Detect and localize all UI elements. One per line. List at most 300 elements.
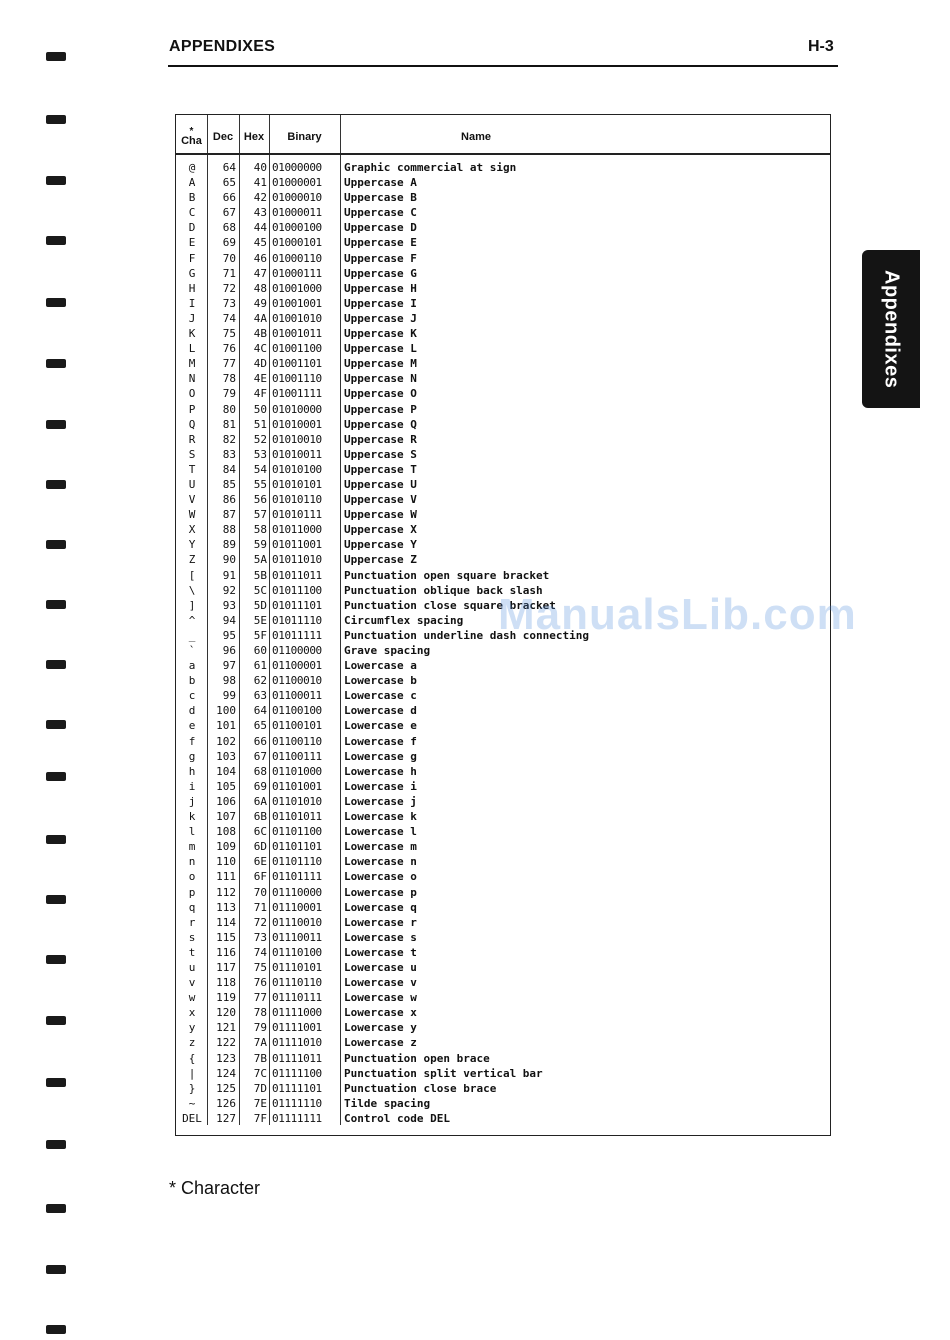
binding-hole [46,1265,66,1274]
char-cell: e [188,719,196,733]
char-cell: t [188,945,196,959]
binary-cell: 01001000 [272,281,322,295]
table-row [176,1005,830,1020]
binary-cell: 01101010 [272,794,322,808]
binary-cell: 01010101 [272,477,322,491]
table-row [176,175,830,190]
hex-cell: 42 [253,191,267,205]
dec-cell: 120 [216,1006,236,1020]
table-row [176,447,830,462]
binary-cell: 01110000 [272,885,322,899]
char-cell: r [188,915,196,929]
char-cell: ` [188,644,196,657]
char-cell: l [188,825,196,839]
hex-cell: 5E [253,613,267,627]
binary-cell: 01100110 [272,734,322,748]
name-cell: Uppercase T [344,462,417,476]
dec-cell: 77 [222,357,236,371]
name-cell: Lowercase v [344,976,417,990]
table-row [176,885,830,900]
binary-cell: 01010110 [272,493,322,507]
dec-cell: 71 [222,266,236,280]
table-row [176,764,830,779]
table-row [176,794,830,809]
hex-cell: 51 [253,417,267,431]
hex-cell: 56 [253,493,267,507]
column-header-name: Name [461,130,491,143]
binding-hole [46,1325,66,1334]
char-cell: q [188,900,196,914]
binary-cell: 01010011 [272,447,322,461]
hex-cell: 54 [253,462,267,476]
char-cell: z [188,1036,196,1050]
dec-cell: 100 [216,704,236,718]
hex-cell: 5D [253,598,267,612]
binary-cell: 01101011 [272,810,322,824]
table-row [176,311,830,326]
table-row [176,900,830,915]
name-cell: Uppercase W [344,508,417,522]
hex-cell: 4D [253,357,267,371]
binary-cell: 01100001 [272,659,322,673]
dec-cell: 104 [216,764,236,778]
binary-cell: 01101000 [272,764,322,778]
dec-cell: 126 [216,1096,236,1110]
hex-cell: 46 [253,251,267,265]
table-row [176,386,830,401]
dec-cell: 64 [222,161,236,174]
char-cell: j [188,794,196,808]
hex-cell: 74 [253,945,267,959]
char-cell: S [188,447,196,461]
dec-cell: 76 [222,342,236,356]
table-row [176,417,830,432]
binary-cell: 01000111 [272,266,322,280]
char-cell: D [188,221,196,235]
char-cell: Q [188,417,196,431]
name-cell: Punctuation close square bracket [344,598,556,612]
binding-hole [46,176,66,185]
binary-cell: 01111111 [272,1111,322,1125]
hex-cell: 79 [253,1021,267,1035]
binary-cell: 01011101 [272,598,322,612]
dec-cell: 99 [222,689,236,703]
char-cell: x [188,1006,196,1020]
table-row [176,251,830,266]
dec-cell: 86 [222,493,236,507]
dec-cell: 93 [222,598,236,612]
char-cell: @ [188,161,196,174]
char-cell: b [188,674,196,688]
name-cell: Lowercase g [344,749,417,763]
table-row [176,809,830,824]
hex-cell: 72 [253,915,267,929]
binary-cell: 01001010 [272,311,322,325]
column-header-binary: Binary [287,130,322,143]
table-row [176,432,830,447]
dec-cell: 91 [222,568,236,582]
hex-cell: 5A [253,553,267,567]
char-cell: s [188,930,196,944]
name-cell: Punctuation open brace [344,1051,490,1065]
table-row [176,1020,830,1035]
hex-cell: 6D [253,840,267,854]
char-cell: m [188,840,196,854]
character-footnote-marker: * [189,125,194,137]
table-row [176,492,830,507]
hex-cell: 6F [253,870,267,884]
name-cell: Uppercase J [344,311,417,325]
binding-hole [46,480,66,489]
hex-cell: 5F [253,628,267,642]
binary-cell: 01010010 [272,432,322,446]
table-row [176,960,830,975]
dec-cell: 69 [222,236,236,250]
dec-cell: 79 [222,387,236,401]
name-cell: Uppercase M [344,357,417,371]
dec-cell: 112 [216,885,236,899]
name-cell: Uppercase A [344,176,417,190]
binding-hole [46,1204,66,1213]
hex-cell: 7B [253,1051,267,1065]
table-row [176,1051,830,1066]
binary-cell: 01101100 [272,825,322,839]
binary-cell: 01110010 [272,915,322,929]
name-cell: Lowercase i [344,779,417,793]
hex-cell: 59 [253,538,267,552]
name-cell: Uppercase Y [344,538,417,552]
dec-cell: 119 [216,991,236,1005]
table-row [176,522,830,537]
name-cell: Uppercase G [344,266,417,280]
char-cell: L [188,342,196,356]
binary-cell: 01110001 [272,900,322,914]
binary-cell: 01111010 [272,1036,322,1050]
table-row [176,326,830,341]
hex-cell: 43 [253,206,267,220]
dec-cell: 113 [216,900,236,914]
binding-hole [46,52,66,61]
hex-cell: 53 [253,447,267,461]
char-cell: u [188,960,196,974]
binary-cell: 01010001 [272,417,322,431]
name-cell: Lowercase d [344,704,417,718]
binary-cell: 01110110 [272,976,322,990]
watermark: ManualsLib.com [498,590,857,639]
name-cell: Lowercase e [344,719,417,733]
dec-cell: 75 [222,327,236,341]
dec-cell: 96 [222,644,236,657]
name-cell: Tilde spacing [344,1096,431,1110]
hex-cell: 5C [253,583,267,597]
table-row [176,296,830,311]
hex-cell: 75 [253,960,267,974]
binding-hole [46,720,66,729]
hex-cell: 70 [253,885,267,899]
name-cell: Lowercase h [344,764,417,778]
table-row [176,869,830,884]
char-cell: V [188,493,196,507]
table-row [176,507,830,522]
column-header-hex: Hex [243,130,265,143]
name-cell: Punctuation open square bracket [344,568,550,582]
name-cell: Uppercase B [344,191,417,205]
binary-cell: 01101001 [272,779,322,793]
dec-cell: 67 [222,206,236,220]
binary-cell: 01000000 [272,161,322,174]
dec-cell: 73 [222,296,236,310]
dec-cell: 101 [216,719,236,733]
binding-hole [46,955,66,964]
name-cell: Uppercase O [344,387,417,401]
table-row [176,975,830,990]
binding-hole [46,359,66,368]
hex-cell: 40 [253,161,267,174]
table-row [176,915,830,930]
binding-hole [46,298,66,307]
char-cell: E [188,236,196,250]
char-cell: U [188,477,196,491]
name-cell: Lowercase x [344,1006,417,1020]
name-cell: Punctuation split vertical bar [344,1066,543,1080]
hex-cell: 71 [253,900,267,914]
hex-cell: 47 [253,266,267,280]
dec-cell: 89 [222,538,236,552]
name-cell: Lowercase m [344,840,417,854]
hex-cell: 64 [253,704,267,718]
binary-cell: 01100111 [272,749,322,763]
table-row [176,281,830,296]
hex-cell: 4B [253,327,267,341]
table-row [176,537,830,552]
name-cell: Uppercase Z [344,553,417,567]
char-cell: M [188,357,196,371]
char-cell: G [188,266,196,280]
hex-cell: 65 [253,719,267,733]
binary-cell: 01111100 [272,1066,322,1080]
column-header-char [176,122,207,152]
binary-cell: 01101110 [272,855,322,869]
binary-cell: 01100011 [272,689,322,703]
table-row [176,1096,830,1111]
char-cell: f [188,734,196,748]
table-row [176,779,830,794]
binary-cell: 01000011 [272,206,322,220]
name-cell: Punctuation close brace [344,1081,497,1095]
hex-cell: 6B [253,810,267,824]
char-cell: c [188,689,196,703]
binary-cell: 01110100 [272,945,322,959]
dec-cell: 97 [222,659,236,673]
char-cell: T [188,462,196,476]
table-row [176,658,830,673]
dec-cell: 116 [216,945,236,959]
hex-cell: 66 [253,734,267,748]
dec-cell: 106 [216,794,236,808]
dec-cell: 95 [222,628,236,642]
name-cell: Punctuation oblique back slash [344,583,543,597]
binary-cell: 01101101 [272,840,322,854]
hex-cell: 50 [253,402,267,416]
hex-cell: 7A [253,1036,267,1050]
binding-hole [46,600,66,609]
char-cell: R [188,432,196,446]
binding-hole [46,540,66,549]
hex-cell: 41 [253,176,267,190]
dec-cell: 114 [216,915,236,929]
char-cell: N [188,372,196,386]
dec-cell: 122 [216,1036,236,1050]
char-cell: B [188,191,196,205]
hex-cell: 61 [253,659,267,673]
binary-cell: 01000101 [272,236,322,250]
binary-cell: 01000010 [272,191,322,205]
name-cell: Circumflex spacing [344,613,464,627]
name-cell: Uppercase P [344,402,417,416]
hex-cell: 77 [253,991,267,1005]
char-cell: ^ [188,613,196,627]
char-cell: ] [188,598,196,612]
binary-cell: 01011011 [272,568,322,582]
name-cell: Uppercase H [344,281,417,295]
hex-cell: 6E [253,855,267,869]
dec-cell: 66 [222,191,236,205]
binding-hole [46,660,66,669]
binary-cell: 01111101 [272,1081,322,1095]
hex-cell: 60 [253,644,267,657]
dec-cell: 109 [216,840,236,854]
name-cell: Control code DEL [344,1111,450,1125]
hex-cell: 44 [253,221,267,235]
binary-cell: 01001110 [272,372,322,386]
char-cell: h [188,764,196,778]
char-cell: v [188,976,196,990]
dec-cell: 124 [216,1066,236,1080]
char-cell: | [188,1066,196,1080]
name-cell: Lowercase t [344,945,417,959]
table-row [176,341,830,356]
binary-cell: 01010111 [272,508,322,522]
side-tab-label: Appendixes [880,269,903,389]
name-cell: Uppercase L [344,342,417,356]
table-row [176,190,830,205]
dec-cell: 92 [222,583,236,597]
char-cell: H [188,281,196,295]
binary-cell: 01000001 [272,176,322,190]
binary-cell: 01000100 [272,221,322,235]
table-row [176,718,830,733]
char-cell: K [188,327,196,341]
name-cell: Lowercase j [344,794,417,808]
dec-cell: 105 [216,779,236,793]
name-cell: Lowercase l [344,825,417,839]
name-cell: Uppercase S [344,447,417,461]
hex-cell: 6A [253,794,267,808]
char-cell: [ [188,568,196,582]
table-row [176,854,830,869]
dec-cell: 83 [222,447,236,461]
char-cell: DEL [182,1111,202,1125]
char-cell: \ [188,583,196,597]
table-row [176,945,830,960]
char-cell: J [188,311,196,325]
name-cell: Uppercase Q [344,417,417,431]
table-row [176,1066,830,1081]
hex-cell: 67 [253,749,267,763]
binary-cell: 01110101 [272,960,322,974]
binary-cell: 01101111 [272,870,322,884]
name-cell: Uppercase D [344,221,417,235]
dec-cell: 98 [222,674,236,688]
name-cell: Lowercase c [344,689,417,703]
dec-cell: 123 [216,1051,236,1065]
dec-cell: 127 [216,1111,236,1125]
char-cell: n [188,855,196,869]
header-divider [176,153,830,155]
dec-cell: 81 [222,417,236,431]
table-row [176,552,830,567]
char-cell: p [188,885,196,899]
dec-cell: 117 [216,960,236,974]
binary-cell: 01111110 [272,1096,322,1110]
header-rule [168,65,838,67]
binary-cell: 01001001 [272,296,322,310]
name-cell: Uppercase U [344,477,417,491]
table-row [176,1035,830,1050]
column-header-dec: Dec [212,130,234,143]
hex-cell: 58 [253,523,267,537]
binary-cell: 01100101 [272,719,322,733]
dec-cell: 80 [222,402,236,416]
hex-cell: 68 [253,764,267,778]
hex-cell: 52 [253,432,267,446]
char-cell: F [188,251,196,265]
name-cell: Lowercase z [344,1036,417,1050]
dec-cell: 110 [216,855,236,869]
table-row [176,477,830,492]
hex-cell: 78 [253,1006,267,1020]
name-cell: Lowercase p [344,885,417,899]
table-row [176,462,830,477]
name-cell: Lowercase f [344,734,417,748]
name-cell: Uppercase X [344,523,417,537]
binary-cell: 01011110 [272,613,322,627]
binary-cell: 01111000 [272,1006,322,1020]
dec-cell: 85 [222,477,236,491]
hex-cell: 5B [253,568,267,582]
char-cell: a [188,659,196,673]
dec-cell: 121 [216,1021,236,1035]
dec-cell: 108 [216,825,236,839]
hex-cell: 4F [253,387,267,401]
hex-cell: 76 [253,976,267,990]
binary-cell: 01111001 [272,1021,322,1035]
binary-cell: 01111011 [272,1051,322,1065]
char-cell: k [188,810,196,824]
table-row [176,160,830,175]
hex-cell: 4C [253,342,267,356]
char-cell: d [188,704,196,718]
footnote: * Character [169,1178,261,1198]
binary-cell: 01010000 [272,402,322,416]
binding-hole [46,895,66,904]
dec-cell: 70 [222,251,236,265]
char-cell: A [188,176,196,190]
binding-hole [46,420,66,429]
hex-cell: 6C [253,825,267,839]
table-body [176,160,830,1126]
hex-cell: 57 [253,508,267,522]
